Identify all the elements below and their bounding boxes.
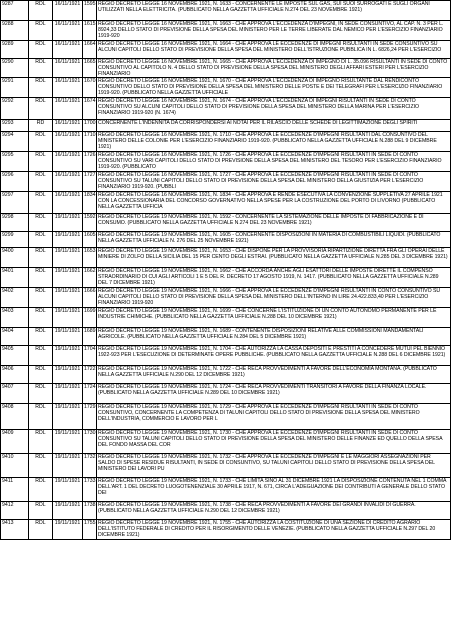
act-date: 19/11/1921: [53, 248, 83, 268]
table-row: [1, 232, 451, 248]
row-number: 9290: [1, 59, 29, 78]
act-code: 1595: [83, 1, 97, 21]
table-row: [1, 268, 451, 288]
act-type: RDL: [29, 384, 53, 404]
act-date: 16/11/1921: [53, 132, 83, 152]
act-description: REGIO DECRETO LEGGE 19 NOVEMBRE 1921, N. 1730 - CHE APPROVA LE ECCEDENZE D'IMPEGNI RISULTANTI IN SEDE DI CONTO CONSUNTIVO SU TALUNI CAPITOLI DELLO STATO DI PREVISIONE DELLA SPESA DEL MINISTERO DELLE FINANZE ED QUELLO DELLA SPESA DEL FONDO MASSA DEL COR: [97, 430, 451, 454]
act-type: RDL: [29, 454, 53, 478]
act-code: 1662: [83, 268, 97, 288]
act-code: 1710: [83, 132, 97, 152]
row-number: 9411: [1, 478, 29, 502]
act-code: 1755: [83, 520, 97, 540]
row-number: 9401: [1, 268, 29, 288]
act-description: REGIO DECRETO LEGGE 19 NOVEMBRE 1921, N. 1605 - CONCERNENTE DISPOSIZIONI IN MATERIA DI COMBUSTIBILI LIQUIDI. (PUBBLICATO NELLA GAZZETTA UFFICIALE N. 276 DEL 25 NOVEMBRE 1921): [97, 232, 451, 248]
table-row: [1, 366, 451, 384]
act-date: 16/11/1921: [53, 21, 83, 41]
table-row: [1, 120, 451, 132]
row-number: 9291: [1, 78, 29, 98]
act-code: 1700: [83, 120, 97, 132]
act-description: REGIO DECRETO LEGGE 19 NOVEMBRE 1921, N. 1666 - CHE APPROVA LE ECCEDENZE D'IMPEGNI RISULTANTI IN CONTO CONSUNTIVO SU ALCUNI CAPITOLI DELLO STATO DI PREVISIONE DELLA SPESA DEL MINISTERO DELL'INTERNO IN LIRE 24.422.833,40 PER L'ESERCIZIO FINANZIARIO 1919-920: [97, 288, 451, 308]
act-type: RDL: [29, 132, 53, 152]
act-date: 16/11/1921: [53, 120, 83, 132]
act-date: 19/11/1921: [53, 346, 83, 366]
act-date: 19/11/1921: [53, 520, 83, 540]
row-number: 9298: [1, 214, 29, 232]
act-type: RDL: [29, 478, 53, 502]
act-description: REGIO DECRETO LEGGE 19 NOVEMBRE 1921, N. 1732 - CHE APPROVA LE ECCEDENZE D'IMPEGNI E LE MAGGIORI ASSEGNAZIONI PER SALDO DI SPESE RESIDUE RISULTANTI, IN SEDE DI CONSUNTIVO, SU TALUNI CAPITOLI DELLO STATO DI PREVISIONE DELLA SPESA DEL MINISTERO DEI LAVORI PU: [97, 454, 451, 478]
act-description: REGIO DECRETO LEGGE 16 NOVEMBRE 1921, N. 1674 - CHE APPROVA L'ECCEDENZA DI IMPEGNI RISULTANTI IN SEDE DI CONTO CONSUNTIVO SU ALCUNI CAPITOLI DELLO STATO DI PREVISIONE DELLA SPESA DEL MINISTERO DELLA MARINA PER L'ESERCIZIO FINANZIARIO 1919-920 (N. 1674): [97, 98, 451, 120]
act-code: 1666: [83, 288, 97, 308]
table-row: [1, 21, 451, 41]
table-row: [1, 152, 451, 172]
act-description: REGIO DECRETO LEGGE 16 NOVEMBRE 1921, N. 1726 - CHE APPROVA LE ECCEDENZE D'IMPEGNI RISULTANTI IN SEDE DI CONTO CONSUNTIVO SU VARI CAPITOLI DELLO STATO DI PREVISIONE DELLA SPESA DEL MINISTERO DEL TESORO PER L'ESERCIZIO FINANZIARIO 1919-920. (PUBBLICATO: [97, 152, 451, 172]
row-number: 9405: [1, 346, 29, 366]
act-description: REGIO DECRETO LEGGE 19 NOVEMBRE 1921, N. 1689 - CONTENENTE DISPOSIZIONI RELATIVE ALLE COMMISSIONI MANDAMENTALI AGRICOLE. (PUBBLICATO NELLA GAZZETTA UFFICIALE N.284 DEL 5 DICEMBRE 1921): [97, 328, 451, 346]
act-code: 1726: [83, 152, 97, 172]
act-description: REGIO DECRETO LEGGE 19 NOVEMBRE 1921, N. 1724 - CHE RECA PROVVEDIMENTI TRANSITORI A FAVORE DELLA FINANZA LOCALE. (PUBBLICATO NELLA GAZZETTA UFFICIALE N.289 DEL 10 DICEMBRE 1921): [97, 384, 451, 404]
act-type: RDL: [29, 21, 53, 41]
act-date: 19/11/1921: [53, 308, 83, 328]
act-type: RDL: [29, 288, 53, 308]
act-description: REGIO DECRETO LEGGE 19 NOVEMBRE 1921, N. 1722 - CHE RECA PROVVEDIMENTI A FAVORE DELL'ECONOMIA MONTANA. (PUBBLICATO NELLA GAZZETTA UFFICIALE N.290 DEL 12 DICEMBRE 1921): [97, 366, 451, 384]
row-number: 9412: [1, 502, 29, 520]
decree-rows: [1, 1, 451, 540]
act-description: REGIO DECRETO LEGGE 19 NOVEMBRE 1921, N. 1662 - CHE ACCORDA ANCHE AGLI ESATTORI DELLE IMPOSTE DIRETTE IL COMPENSO STRAORDINARIO DI CUI AGLI ARTICOLI 1 E 5 DEL R. DECRETO 17 AGOSTO 1919, N. 1417. (PUBBLICATO NELLA GAZZETTA UFFICIALE N.289 DEL 7 DICEMBRE 1921): [97, 268, 451, 288]
row-number: 9400: [1, 248, 29, 268]
act-description: REGIO DECRETO LEGGE 19 NOVEMBRE 1921, N. 1592 - CONCERNENTE LA SISTEMAZIONE DELLE IMPOSTE DI FABBRICAZIONE E DI CONSUMO. (PUBBLICATO NELLA GAZZETTA UFFICIALE N.274 DEL 23 NOVEMBRE 1921): [97, 214, 451, 232]
act-date: 19/11/1921: [53, 384, 83, 404]
act-date: 16/11/1921: [53, 1, 83, 21]
row-number: 9403: [1, 308, 29, 328]
act-code: 1605: [83, 232, 97, 248]
act-description: REGIO DECRETO LEGGE 19 NOVEMBRE 1921, N. 1699 - CHE CONCERNE L'ISTITUZIONE DI UN CONTO AUTONOMO PERMANENTE PER LE INDUSTRIE CHIMICHE. (PUBBLICATO NELLA GAZZETTA UFFICIALE N.288 DEL 10 DICEMBRE 1921): [97, 308, 451, 328]
row-number: 9413: [1, 520, 29, 540]
act-type: RDL: [29, 98, 53, 120]
act-code: 1732: [83, 454, 97, 478]
act-type: RDL: [29, 78, 53, 98]
table-row: [1, 478, 451, 502]
act-date: 19/11/1921: [53, 430, 83, 454]
row-number: 9293: [1, 120, 29, 132]
act-description: REGIO DECRETO LEGGE 16 NOVEMBRE 1921, N. 1710 - CHE APPROVA LE ECCEDENZE D'IMPEGNI RISULTANTI DAL CONSUNTIVO DEL MINISTERO DELLE COLONIE PER L'ESERCIZIO FINANZIARIO 1919-920. (PUBBLICATO NELLA GAZZETTA UFFICIALE N.288 DEL 9 DICEMBRE 1921): [97, 132, 451, 152]
act-date: 16/11/1921: [53, 192, 83, 214]
table-row: [1, 98, 451, 120]
act-description: REGIO DECRETO LEGGE 19 NOVEMBRE 1921, N. 1653 - CHE DISPONE PER LA PROVVISORIA RIPARTIZIONE DIRETTA FRA GLI OPERAI DELLE MINIERE DI ZOLFO DELLA SICILIA DEL 15 PER CENTO DEGLI ESTRAI. (PUBBLICATO NELLA GAZZETTA UFFICIALE N.285 DEL 3 DICEMBRE 1921): [97, 248, 451, 268]
act-description: REGIO DECRETO LEGGE 19 NOVEMBRE 1921, N. 1729 - CHE APPROVA LE ECCEDENZE D'IMPEGNI RISULTANTI IN SEDE DI CONTO CONSUNTIVO, CONCERNENTE LA COMPETENZA DI TALUNI CAPITOLI DELLO STATO DI PREVISIONE DELLA SPESA DEL MINISTERO DELL'INDUSTRIA, COMMERCIO E LAVORO PER L: [97, 404, 451, 430]
row-number: 9297: [1, 192, 29, 214]
act-date: 19/11/1921: [53, 404, 83, 430]
act-code: 1670: [83, 78, 97, 98]
table-row: [1, 288, 451, 308]
act-description: REGIO DECRETO LEGGE 16 NOVEMBRE 1921, N. 1834 - CHE APPROVA E RENDE ESECUTIVA LA CONVENZIONE SUPPLETIVA 27 APRILE 1921 CON LA CONCESSIONARIA DEL CONCORSO GOVERNATIVO NELLA SPESE PER LA COSTRUZIONE DEL PORTO DI LIVORNO (PUBBLICATO NELLA GAZZETTA UFFICIA: [97, 192, 451, 214]
act-code: 1729: [83, 404, 97, 430]
act-description: REGIO DECRETO LEGGE 19 NOVEMBRE 1921, N. 1738 - CHE RECA PROVVEDIMENTI A FAVORE DEI GRANDI INVALIDI DI GUERRA. (PUBBLICATO NELLA GAZZETTA UFFICIALE N.290 DEL 12 DICEMBRE 1921): [97, 502, 451, 520]
row-number: 9406: [1, 366, 29, 384]
act-date: 16/11/1921: [53, 78, 83, 98]
table-row: [1, 41, 451, 59]
act-type: RDL: [29, 308, 53, 328]
act-date: 16/11/1921: [53, 59, 83, 78]
act-description: REGIO DECRETO LEGGE 19 NOVEMBRE 1921, N. 1755 - CHE AUTORIZZA LA COSTITUZIONE DI UNA SEZIONE DI CREDITO AGRARIO DELL'ISTITUTO FEDERALE DI CREDITO PER IL RISORGIMENTO DELLE VENEZIE. (PUBBLICATO NELLA GAZZETTA UFFICIALE N.297 DEL 20 DICEMBRE 1921): [97, 520, 451, 540]
act-date: 16/11/1921: [53, 41, 83, 59]
act-code: 1665: [83, 59, 97, 78]
row-number: 9287: [1, 1, 29, 21]
act-code: 1674: [83, 98, 97, 120]
table-row: [1, 1, 451, 21]
table-row: [1, 404, 451, 430]
act-type: RDL: [29, 520, 53, 540]
act-description: REGIO DECRETO LEGGE 16 NOVEMBRE 1921, N. 1633 - CONCERNENTE LE IMPOSTE SUL GAS, SUI SUOI SURROGATI E SUGLI ORGANI UTILIZZATI NELLA ELETTRICITA. (PUBBLICATO NELLA GAZZETTA UFFICIALE N.274 DEL 23 NOVEMBRE 1921): [97, 1, 451, 21]
act-description: CONCERNENTE L'INDENNITA DA CORRISPONDERSI AI NOTAI PER IL RILASCIO DELLE SCHEDE DI LEGITTIMAZIONE DEGLI SPIRITI: [97, 120, 451, 132]
table-row: [1, 384, 451, 404]
act-type: RDL: [29, 232, 53, 248]
act-description: REGIO DECRETO LEGGE 16 NOVEMBRE 1921, N. 1663 - CHE APPROVA L'ECCEDENZA D'IMPEGNI, IN SEDE CONSUNTIVO, AL CAP. N. 3 PER L. 8924,33 DELLO STATO DI PREVISIONE DELLA SPESA DEL MINISTERO PER LE TERRE LIBERATE DAL NEMICO PER L'ESERCIZIO FINANZIARIO 1919-920: [97, 21, 451, 41]
table-row: [1, 502, 451, 520]
act-code: 1592: [83, 214, 97, 232]
row-number: 9294: [1, 132, 29, 152]
act-code: 1615: [83, 21, 97, 41]
act-code: 1724: [83, 384, 97, 404]
row-number: 9402: [1, 288, 29, 308]
act-type: RDL: [29, 41, 53, 59]
table-row: [1, 192, 451, 214]
table-row: [1, 520, 451, 540]
row-number: 9404: [1, 328, 29, 346]
act-date: 19/11/1921: [53, 328, 83, 346]
table-row: [1, 214, 451, 232]
act-code: 1738: [83, 502, 97, 520]
act-code: 1699: [83, 308, 97, 328]
act-type: RDL: [29, 1, 53, 21]
table-row: [1, 346, 451, 366]
act-type: RDL: [29, 248, 53, 268]
act-type: RDL: [29, 152, 53, 172]
act-date: 16/11/1921: [53, 172, 83, 192]
act-date: 19/11/1921: [53, 214, 83, 232]
act-code: 1727: [83, 172, 97, 192]
act-type: RDL: [29, 366, 53, 384]
act-description: REGIO DECRETO LEGGE 16 NOVEMBRE 1921, N. 1664 - CHE APPROVA LE ECCEDENZE DI IMPEGNI RISULTANTI IN SEDE CONSUNTIVO SU ALCUNI CAPITOLI DELLO STATO DI PREVISIONE DELLA SPESA DEL MINISTERO DELL'ISTRUZIONE PUBBLICA IN L. 6826,24 PER L'ESERCIZIO: [97, 41, 451, 59]
table-row: [1, 308, 451, 328]
act-code: 1733: [83, 478, 97, 502]
act-date: 16/11/1921: [53, 98, 83, 120]
act-date: 16/11/1921: [53, 152, 83, 172]
act-type: RDL: [29, 430, 53, 454]
act-code: 1730: [83, 430, 97, 454]
act-description: REGIO DECRETO LEGGE 19 NOVEMBRE 1921, N. 1704 - CHE AUTORIZZA LA CASSA DEPOSITI E PRESTITI A CONCEDERE MUTUI PEL BIENNIO 1922-923 PER L'ESECUZIONE DI DETERMINATE OPERE PUBBLICHE. (PUBBLICATO NELLA GAZZETTA UFFICIALE N.288 DEL 6 DICEMBRE 1921): [97, 346, 451, 366]
act-code: 1704: [83, 346, 97, 366]
act-type: RDL: [29, 59, 53, 78]
act-type: RDL: [29, 192, 53, 214]
row-number: 9407: [1, 384, 29, 404]
row-number: 9296: [1, 172, 29, 192]
act-type: RDL: [29, 214, 53, 232]
row-number: 9299: [1, 232, 29, 248]
row-number: 9408: [1, 404, 29, 430]
act-description: REGIO DECRETO LEGGE 16 NOVEMBRE 1921, N. 1665 - CHE APPROVA L'ECCEDENZA DI IMPEGNO DI L. 35.096 RISULTANTI IN SEDE DI CONTO CONSUNTIVO AL CAPITOLO N. 4 DELLO STATO DI PREVISIONE DELLA SPESA DEL MINISTERO DEGLI AFFARI ESTERI PER L'ESERCIZIO FINANZIARIO: [97, 59, 451, 78]
act-date: 19/11/1921: [53, 268, 83, 288]
table-row: [1, 430, 451, 454]
table-row: [1, 172, 451, 192]
table-row: [1, 78, 451, 98]
act-type: RDL: [29, 404, 53, 430]
row-number: 9288: [1, 21, 29, 41]
table-row: [1, 132, 451, 152]
act-code: 1653: [83, 248, 97, 268]
act-type: RDL: [29, 346, 53, 366]
table-row: [1, 59, 451, 78]
act-date: 19/11/1921: [53, 478, 83, 502]
row-number: 9409: [1, 430, 29, 454]
act-date: 19/11/1921: [53, 366, 83, 384]
act-description: REGIO DECRETO LEGGE 16 NOVEMBRE 1921, N. 1727 - CHE APPROVA LE ECCEDENZE D'IMPEGNI RISULTANTI IN SEDE DI CONTO CONSUNTIVO SU TALUNI CAPITOLI DELLO STATO DI PREVISIONE DELLA SPESA DEL MINISTERO DELLA GIUSTIZIA PER L'ESERCIZIO FINANZIARIO 1919-920. (PUBBLI: [97, 172, 451, 192]
act-type: RD: [29, 120, 53, 132]
table-row: [1, 454, 451, 478]
act-code: 1834: [83, 192, 97, 214]
act-code: 1664: [83, 41, 97, 59]
act-type: RDL: [29, 172, 53, 192]
act-type: RDL: [29, 502, 53, 520]
act-code: 1722: [83, 366, 97, 384]
act-date: 19/11/1921: [53, 288, 83, 308]
row-number: 9292: [1, 98, 29, 120]
table-row: [1, 328, 451, 346]
act-date: 19/11/1921: [53, 454, 83, 478]
act-type: RDL: [29, 268, 53, 288]
row-number: 9289: [1, 41, 29, 59]
row-number: 9410: [1, 454, 29, 478]
act-code: 1689: [83, 328, 97, 346]
act-date: 19/11/1921: [53, 232, 83, 248]
row-number: 9295: [1, 152, 29, 172]
act-description: REGIO DECRETO LEGGE 19 NOVEMBRE 1921, N. 1733 - CHE LIMITA SINO AL 31 DICEMBRE 1921 LA DISPOSIZIONE CONTENUTA NEL 1 COMMA DELL'ART. 1 DEL DECRETO LUOGOTENENZIALE 30 APRILE 1917, N. 671, CIRCA L'ADEGUAZIONE DEI CONTRIBUTI A GENERALE DELLO STATO DEI: [97, 478, 451, 502]
table-row: [1, 248, 451, 268]
act-date: 19/11/1921: [53, 502, 83, 520]
act-type: RDL: [29, 328, 53, 346]
act-description: REGIO DECRETO LEGGE 16 NOVEMBRE 1921, N. 1670 - CHE APPROVA L'ECCEDENZA DI IMPEGNO RISULTANTE DAL RENDICONTO CONSUNTIVO DELLO STATO DI PREVISIONE DELLA SPESA DEL MINISTERO DELLE POSTE E DEI TELEGRAFI PER L'ESERCIZIO FINANZIARIO 1919-920. (PUBBLICATO NELLA GAZZETTA UFFICIALE: [97, 78, 451, 98]
